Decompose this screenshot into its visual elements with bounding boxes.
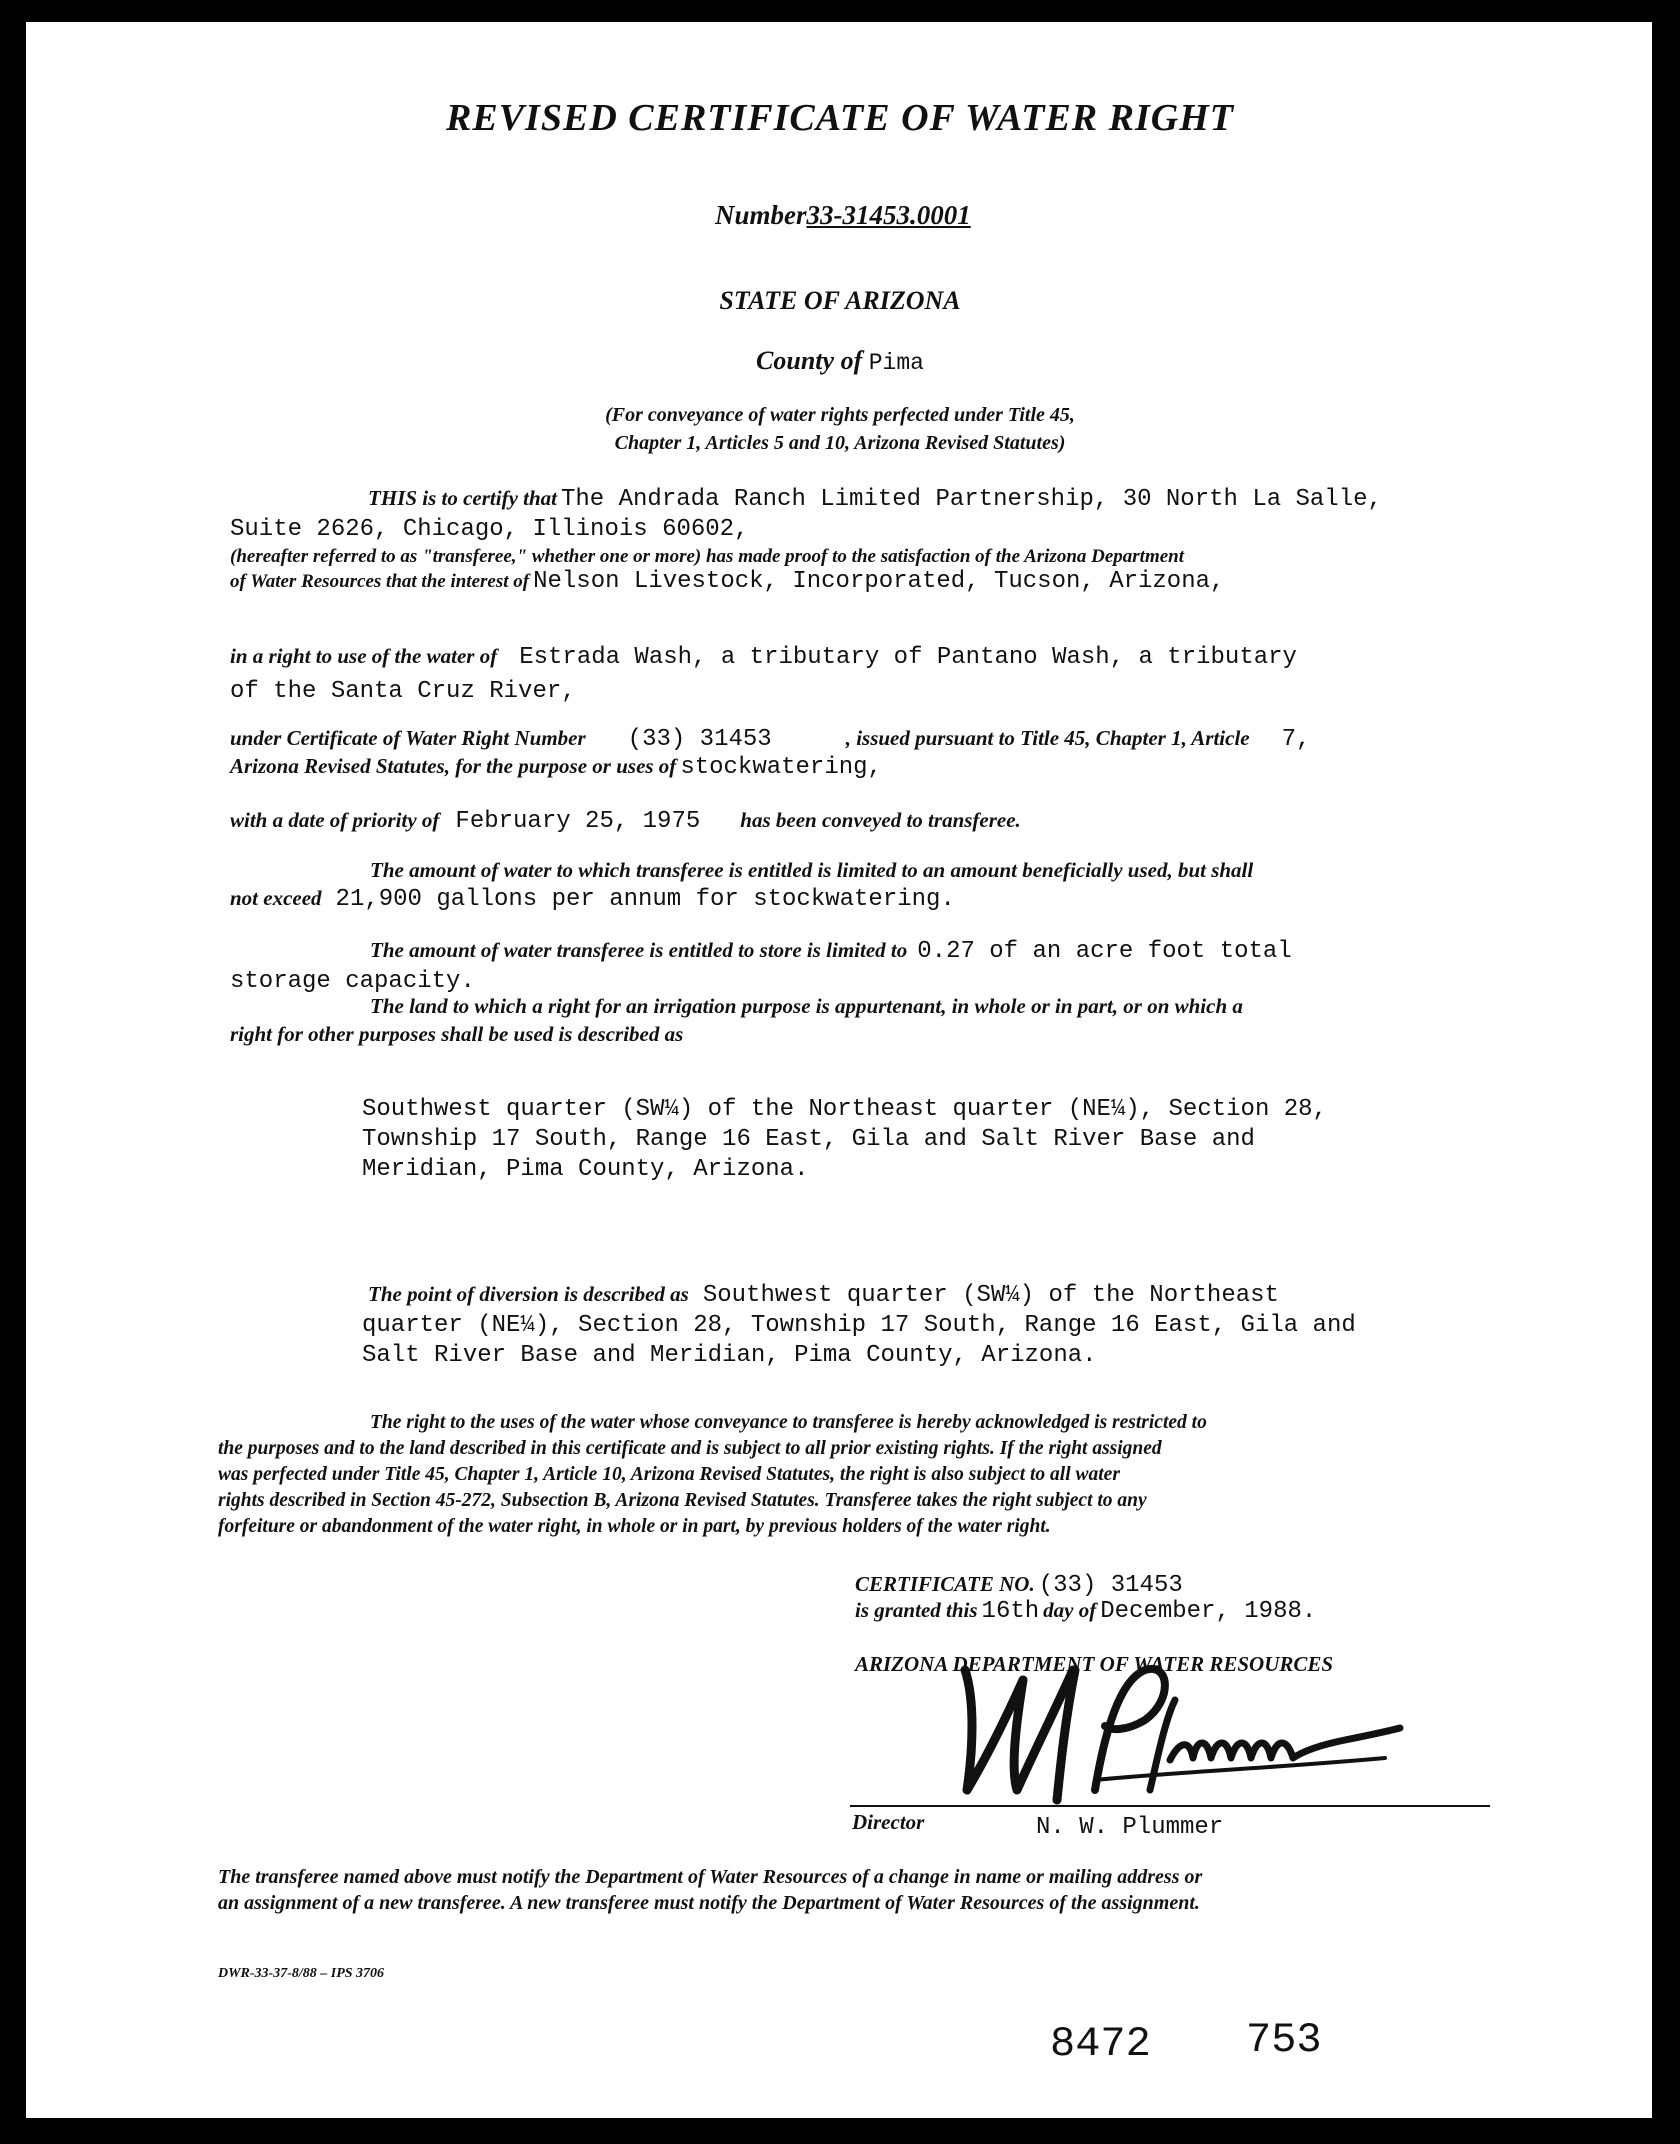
director-signature: [945, 1640, 1415, 1820]
granted-day-label: day of: [1043, 1598, 1097, 1622]
storage-value-1: 0.27 of an acre foot total: [917, 938, 1292, 965]
prior-owner: Nelson Livestock, Incorporated, Tucson, Arizona,: [533, 568, 1225, 595]
diversion-text-1: Southwest quarter (SW¼) of the Northeast: [702, 1282, 1279, 1309]
issued-label: , issued pursuant to Title 45, Chapter 1, Article: [845, 726, 1250, 750]
purpose-line: [230, 754, 882, 781]
amount-limit: 21,900 gallons per annum for stockwatering.: [335, 886, 955, 913]
conveyance-note-line-2: Chapter 1, Articles 5 and 10, Arizona Revised Statutes): [614, 432, 1066, 454]
transferee-line-2: Suite 2626, Chicago, Illinois 60602,: [230, 516, 749, 543]
hereafter-lead: of Water Resources that the interest of: [230, 571, 530, 592]
rights-line-5: forfeiture or abandonment of the water right, in whole or in part, by previous holders of the water right.: [218, 1516, 1051, 1537]
department-name: ARIZONA DEPARTMENT OF WATER RESOURCES: [855, 1652, 1334, 1676]
granted-day: 16th: [981, 1598, 1040, 1625]
document-title: REVISED CERTIFICATE OF WATER RIGHT: [446, 97, 1234, 139]
county-value: Pima: [868, 350, 924, 376]
land-description-line-3: Meridian, Pima County, Arizona.: [362, 1156, 809, 1183]
county-label: County of: [756, 346, 863, 375]
water-source-1: Estrada Wash, a tributary of Pantano Wash, a tributary: [519, 644, 1297, 671]
certify-lead: THIS is to certify that: [368, 486, 557, 510]
article-number: 7,: [1281, 726, 1311, 753]
under-label: under Certificate of Water Right Number: [230, 726, 586, 750]
stamp-number-b: 753: [1246, 2016, 1322, 2064]
granted-lead: is granted this: [855, 1598, 978, 1622]
county-heading: [0, 346, 1680, 376]
conveyed-label: has been conveyed to transferee.: [740, 808, 1021, 832]
certificate-no-label: CERTIFICATE NO.: [855, 1572, 1035, 1596]
priority-date: February 25, 1975: [455, 808, 701, 835]
certificate-no-line: [855, 1572, 1183, 1599]
water-source-line-1: [230, 644, 1297, 671]
water-lead: in a right to use of the water of: [230, 644, 498, 668]
land-description-line-2: Township 17 South, Range 16 East, Gila and Salt River Base and: [362, 1126, 1255, 1153]
form-code: DWR-33-37-8/88 – IPS 3706: [218, 1966, 385, 1981]
rights-line-2: the purposes and to the land described in this certificate and is subject to all prior existing rights. If the right assigned: [218, 1438, 1162, 1459]
purpose-label: Arizona Revised Statutes, for the purpose or uses of: [230, 754, 677, 778]
priority-line: [230, 808, 1021, 835]
granted-line: [855, 1598, 1316, 1625]
rights-line-4: rights described in Section 45-272, Subsection B, Arizona Revised Statutes. Transferee takes the right subject to any: [218, 1490, 1147, 1511]
certificate-number-line: [715, 200, 971, 231]
number-value: 33-31453.0001: [806, 200, 971, 230]
storage-lead: The amount of water transferee is entitled to store is limited to: [370, 938, 908, 962]
director-label: Director: [852, 1810, 925, 1834]
diversion-line-1: [368, 1282, 1279, 1309]
granted-month-year: December, 1988.: [1100, 1598, 1317, 1625]
certificate-reference-number: (33) 31453: [627, 726, 772, 753]
amount-line-2: [230, 886, 955, 913]
certificate-no-value: (33) 31453: [1038, 1572, 1183, 1599]
rights-line-3: was perfected under Title 45, Chapter 1, Article 10, Arizona Revised Statutes, the right is also subject to all water: [218, 1464, 1120, 1485]
notice-line-2: an assignment of a new transferee. A new transferee must notify the Department of Water Resources of the assignment.: [218, 1892, 1200, 1914]
priority-label: with a date of priority of: [230, 808, 440, 832]
water-source-2: of the Santa Cruz River,: [230, 678, 576, 705]
hereafter-line-2: [230, 568, 1224, 595]
storage-value-2: storage capacity.: [230, 968, 475, 995]
land-intro-line-1: The land to which a right for an irrigation purpose is appurtenant, in whole or in part, or on which a: [370, 994, 1243, 1018]
director-name: N. W. Plummer: [1036, 1814, 1224, 1841]
number-label: Number: [715, 200, 807, 230]
state-heading: STATE OF ARIZONA: [719, 286, 961, 315]
storage-line-1: [370, 938, 1292, 965]
hereafter-line-1: (hereafter referred to as "transferee," whether one or more) has made proof to the satisfaction of the Arizona Department: [230, 546, 1185, 567]
certify-line-1: [368, 486, 1382, 513]
certificate-reference-line: [230, 726, 1310, 753]
signature-line: [850, 1805, 1490, 1807]
diversion-lead: The point of diversion is described as: [368, 1282, 689, 1306]
diversion-text-2: quarter (NE¼), Section 28, Township 17 South, Range 16 East, Gila and: [362, 1312, 1356, 1339]
conveyance-note-line-1: (For conveyance of water rights perfected under Title 45,: [605, 404, 1075, 426]
transferee-line-1: The Andrada Ranch Limited Partnership, 30 North La Salle,: [561, 486, 1382, 513]
land-intro-line-2: right for other purposes shall be used is described as: [230, 1022, 684, 1046]
diversion-text-3: Salt River Base and Meridian, Pima County, Arizona.: [362, 1342, 1097, 1369]
notice-line-1: The transferee named above must notify the Department of Water Resources of a change in name or mailing address or: [218, 1866, 1203, 1888]
rights-line-1: The right to the uses of the water whose conveyance to transferee is hereby acknowledged is restricted to: [370, 1412, 1207, 1433]
stamp-number-a: 8472: [1050, 2020, 1151, 2068]
amount-line-1: The amount of water to which transferee is entitled is limited to an amount beneficially used, but shall: [370, 858, 1254, 882]
land-description-line-1: Southwest quarter (SW¼) of the Northeast quarter (NE¼), Section 28,: [362, 1096, 1327, 1123]
amount-lead: not exceed: [230, 886, 322, 910]
purpose-value: stockwatering,: [680, 754, 882, 781]
